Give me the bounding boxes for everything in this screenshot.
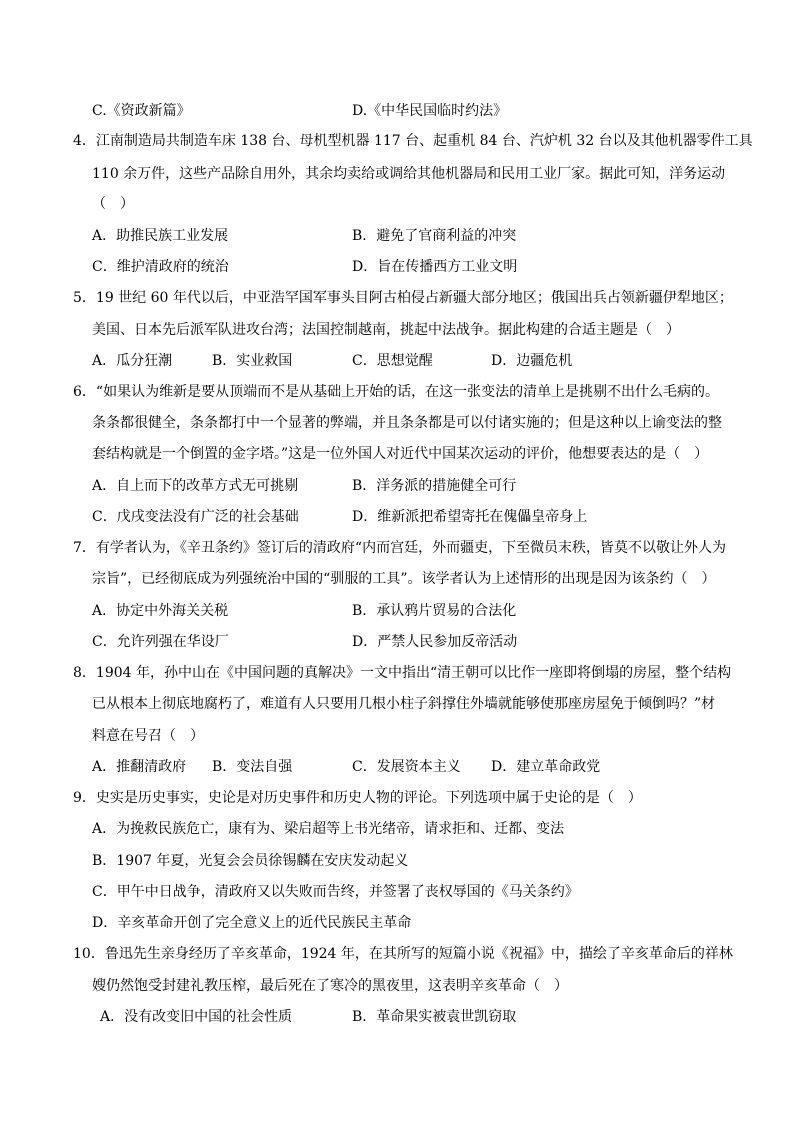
option-9d: D．辛亥革命开创了完全意义上的近代民族民主革命 bbox=[92, 915, 412, 931]
option-4a: A．助推民族工业发展 bbox=[92, 228, 229, 244]
question-8-stem-line2: 已从根本上彻底地腐朽了，难道有人只要用几根小柱子斜撑住外墙就能够使那座房屋免于倾倒吗？”材 bbox=[92, 696, 716, 712]
option-7d: D．严禁人民参加反帝活动 bbox=[352, 634, 518, 650]
option-8c: C．发展资本主义 bbox=[352, 759, 461, 775]
question-4-answer-blank: （ ） bbox=[92, 196, 134, 212]
option-4c: C．维护清政府的统治 bbox=[92, 259, 229, 275]
option-9c: C．甲午中日战争，清政府又以失败而告终，并签署了丧权辱国的《马关条约》 bbox=[92, 884, 579, 900]
option-5c: C．思想觉醒 bbox=[352, 353, 433, 369]
option-8b: B．变法自强 bbox=[212, 759, 293, 775]
option-6d: D．维新派把希望寄托在傀儡皇帝身上 bbox=[352, 509, 588, 525]
option-5d: D．边疆危机 bbox=[491, 353, 573, 369]
option-4d: D．旨在传播西方工业文明 bbox=[352, 259, 518, 275]
question-10-stem-line1: 10．鲁迅先生亲身经历了辛亥革命，1924 年，在其所写的短篇小说《祝福》中，描绘了辛亥革命后的祥林 bbox=[73, 946, 733, 962]
question-4-stem-line1: 4．江南制造局共制造车床 138 台、母机型机器 117 台、起重机 84 台、汽炉机 32 台以及其他机器零件工具 bbox=[73, 133, 753, 149]
option-3c: C.《资政新篇》 bbox=[92, 103, 191, 119]
question-5-stem-line1: 5．19 世纪 60 年代以后，中亚浩罕国军事头目阿古柏侵占新疆大部分地区；俄国出兵占领新疆伊犁地区； bbox=[73, 290, 733, 306]
option-9a: A．为挽救民族危亡，康有为、梁启超等上书光绪帝，请求拒和、迁都、变法 bbox=[92, 821, 565, 837]
option-8d: D．建立革命政党 bbox=[491, 759, 601, 775]
option-7a: A．协定中外海关关税 bbox=[92, 603, 229, 619]
question-6-stem-line3: 套结构就是一个倒置的金字塔。”这是一位外国人对近代中国某次运动的评价，他想要表达的是（ ） bbox=[92, 446, 709, 462]
option-7c: C．允许列强在华设厂 bbox=[92, 634, 229, 650]
question-5-stem-line2: 美国、日本先后派军队进攻台湾；法国控制越南，挑起中法战争。据此构建的合适主题是（ ） bbox=[92, 322, 680, 338]
option-10b: B．革命果实被袁世凯窃取 bbox=[352, 1009, 517, 1025]
question-6-stem-line2: 条条都很健全，条条都打中一个显著的弊端，并且条条都是可以付诸实施的；但是这种以上谕变法的整 bbox=[92, 415, 722, 431]
option-5b: B．实业救国 bbox=[212, 353, 293, 369]
option-6b: B．洋务派的措施健全可行 bbox=[352, 478, 517, 494]
option-10a: A．没有改变旧中国的社会性质 bbox=[100, 1009, 293, 1025]
option-6c: C．戊戌变法没有广泛的社会基础 bbox=[92, 509, 299, 525]
option-4b: B．避免了官商利益的冲突 bbox=[352, 228, 517, 244]
option-3d: D.《中华民国临时约法》 bbox=[352, 103, 508, 119]
question-8-stem-line1: 8．1904 年，孙中山在《中国问题的真解决》一文中指出“清王朝可以比作一座即将倒塌的房屋，整个结构 bbox=[73, 665, 732, 681]
question-10-stem-line2: 嫂仍然饱受封建礼教压榨，最后死在了寒冷的黑夜里，这表明辛亥革命（ ） bbox=[92, 978, 568, 994]
question-9-stem-line1: 9．史实是历史事实，史论是对历史事件和历史人物的评论。下列选项中属于史论的是（ ） bbox=[73, 790, 642, 806]
question-6-stem-line1: 6．“如果认为维新是要从顶端而不是从基础上开始的话，在这一张变法的清单上是挑剔不出什么毛病的。 bbox=[73, 384, 720, 400]
question-7-stem-line1: 7．有学者认为，《辛丑条约》签订后的清政府“内而宫廷，外而疆吏，下至微员末秩，皆莫不以敬让外人为 bbox=[73, 540, 727, 556]
option-8a: A．推翻清政府 bbox=[92, 759, 187, 775]
option-6a: A．自上而下的改革方式无可挑剔 bbox=[92, 478, 299, 494]
question-4-stem-line2: 110 余万件，这些产品除自用外，其余均卖给或调给其他机器局和民用工业厂家。据此可知，洋务运动 bbox=[92, 166, 726, 182]
option-9b: B．1907 年夏，光复会会员徐锡麟在安庆发动起义 bbox=[92, 853, 409, 869]
question-7-stem-line2: 宗旨”，已经彻底成为列强统治中国的“驯服的工具”。该学者认为上述情形的出现是因为该条约（ ） bbox=[92, 571, 716, 587]
option-5a: A．瓜分狂潮 bbox=[92, 353, 173, 369]
question-8-stem-line3: 料意在号召（ ） bbox=[92, 728, 204, 744]
option-7b: B．承认鸦片贸易的合法化 bbox=[352, 603, 517, 619]
